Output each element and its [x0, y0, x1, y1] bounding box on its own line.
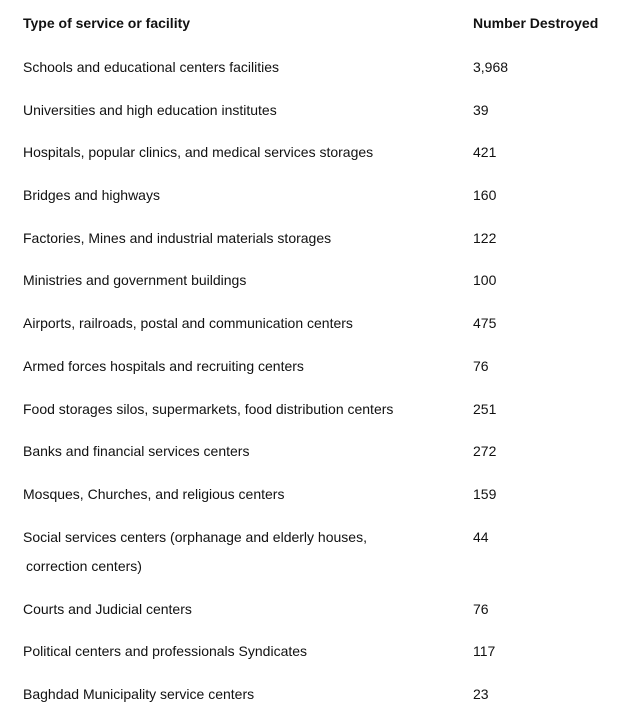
facility-type-text: Bridges and highways — [23, 187, 160, 204]
table-row — [23, 642, 613, 685]
table-row — [23, 314, 613, 357]
facility-type-continuation: correction centers) — [26, 557, 142, 574]
destroyed-count-cell: 76 — [473, 600, 489, 617]
header-count: Number Destroyed — [473, 15, 599, 31]
facility-type-text: Baghdad Municipality service centers — [23, 685, 255, 702]
destroyed-count-cell: 251 — [473, 400, 497, 417]
table-row — [23, 528, 613, 600]
destroyed-count-cell: 100 — [473, 272, 497, 289]
table-row — [23, 271, 613, 314]
destroyed-facilities-table — [23, 14, 613, 728]
facility-type-cell — [23, 143, 473, 161]
destroyed-count-cell: 160 — [473, 187, 497, 204]
table-row — [23, 685, 613, 728]
facility-type-text: Airports, railroads, postal and communication centers — [23, 315, 353, 332]
facility-type-cell — [23, 485, 473, 503]
facility-type-cell — [23, 58, 473, 76]
facility-type-cell — [23, 642, 473, 660]
facility-type-cell — [23, 400, 473, 418]
facility-type-cell — [23, 314, 473, 332]
facility-type-text: Armed forces hospitals and recruiting centers — [23, 357, 304, 374]
facility-type-cell — [23, 685, 473, 703]
header-type: Type of service or facility — [23, 15, 191, 31]
destroyed-count-cell: 117 — [473, 643, 496, 660]
facility-type-text: Social services centers (orphanage and elderly houses, — [23, 528, 367, 545]
facility-type-text: Ministries and government buildings — [23, 272, 247, 289]
table-row — [23, 186, 613, 229]
facility-type-cell — [23, 186, 473, 204]
facility-type-text: Political centers and professionals Syndicates — [23, 643, 308, 660]
table-row — [23, 229, 613, 272]
table-body — [23, 58, 613, 728]
destroyed-count-cell: 23 — [473, 685, 489, 702]
table-row — [23, 600, 613, 643]
destroyed-count-cell: 44 — [473, 528, 489, 545]
facility-type-text: Mosques, Churches, and religious centers — [23, 485, 285, 502]
facility-type-cell — [23, 229, 473, 247]
facility-type-text: Banks and financial services centers — [23, 443, 250, 460]
facility-type-cell — [23, 101, 473, 119]
destroyed-count-cell: 159 — [473, 485, 497, 502]
table-row — [23, 400, 613, 443]
destroyed-count-cell: 122 — [473, 229, 497, 246]
facility-type-cell — [23, 528, 473, 575]
table-row — [23, 58, 613, 101]
facility-type-text: Hospitals, popular clinics, and medical services storages — [23, 144, 374, 161]
destroyed-count-cell: 421 — [473, 144, 497, 161]
table-row — [23, 101, 613, 144]
facility-type-text: Universities and high education institutes — [23, 101, 277, 118]
table-row — [23, 357, 613, 400]
destroyed-count-cell: 475 — [473, 315, 497, 332]
destroyed-count-cell: 39 — [473, 101, 489, 118]
destroyed-count-cell: 3,968 — [473, 59, 509, 75]
facility-type-cell — [23, 271, 473, 289]
table-header — [23, 14, 613, 48]
destroyed-count-cell: 76 — [473, 357, 489, 374]
facility-type-cell — [23, 600, 473, 618]
table-row — [23, 143, 613, 186]
facility-type-cell — [23, 442, 473, 460]
destroyed-count-cell: 272 — [473, 443, 497, 460]
facility-type-text: Courts and Judicial centers — [23, 600, 192, 617]
facility-type-cell — [23, 357, 473, 375]
facility-type-text: Food storages silos, supermarkets, food distribution centers — [23, 400, 394, 417]
facility-type-text: Factories, Mines and industrial materials storages — [23, 229, 332, 246]
facility-type-text: Schools and educational centers facilities — [23, 59, 280, 75]
table-row — [23, 442, 613, 485]
table-row — [23, 485, 613, 528]
